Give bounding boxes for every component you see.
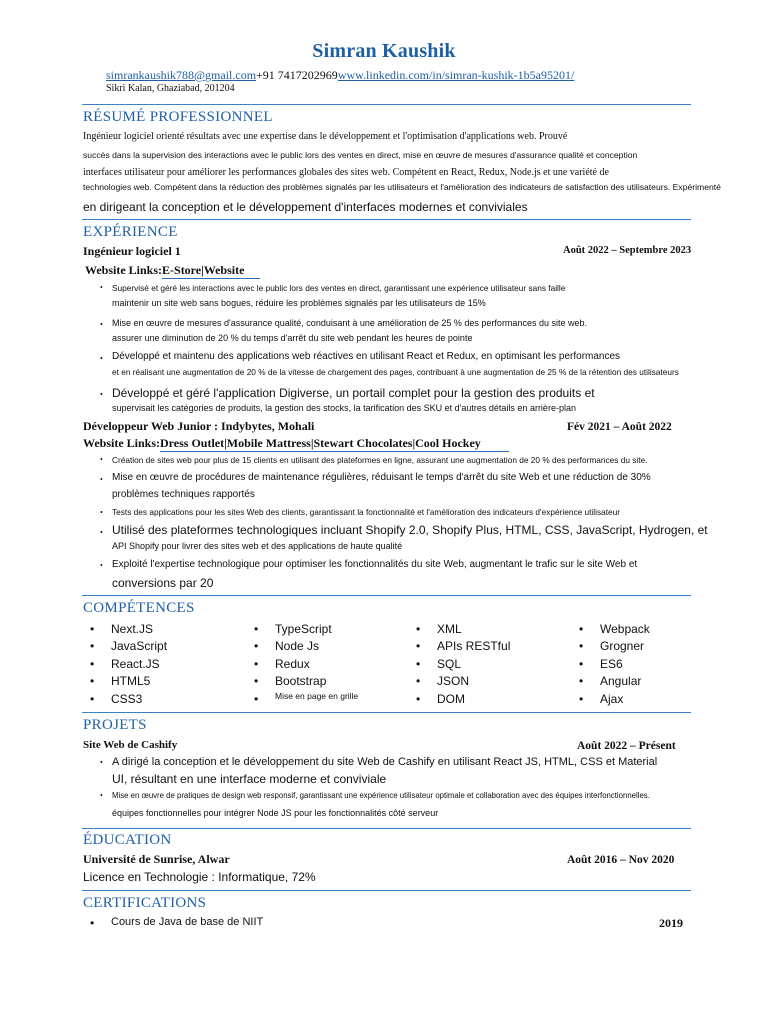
bullet-text: Tests des applications pour les sites Web des clients, garantissant la fonctionnalité et l'amélioration des indicateurs d'expérience utilisateur — [112, 507, 621, 517]
section-heading-certifications: CERTIFICATIONS — [83, 895, 207, 911]
school-name: Université de Sunrise, Alwar — [83, 852, 230, 866]
bullet-dot: • — [100, 283, 103, 292]
skill-item: TypeScript — [275, 622, 332, 636]
candidate-name: Simran Kaushik — [312, 40, 456, 62]
website-links-list[interactable]: E-Store|Website — [162, 263, 260, 279]
bullet-text: et en réalisant une augmentation de 20 % de la vitesse de chargement des pages, contribuant à une augmentation de 25 % de la rétention des utilisateurs — [112, 367, 679, 377]
education-date: Août 2016 – Nov 2020 — [567, 854, 675, 866]
skill-item: Ajax — [600, 692, 624, 706]
cert-bullet: • — [90, 916, 95, 930]
summary-line-1: Ingénieur logiciel orienté résultats avec une expertise dans le développement et l'optimisation d'applications web. Prouvé — [83, 131, 568, 142]
address: Sikri Kalan, Ghaziabad, 201204 — [106, 83, 235, 94]
skill-bullet: • — [579, 657, 584, 671]
skill-bullet: • — [416, 657, 421, 671]
skill-item: HTML5 — [111, 674, 151, 688]
summary-line-5: en dirigeant la conception et le développement d'interfaces modernes et conviviales — [83, 200, 528, 214]
bullet-text: UI, résultant en une interface moderne et conviviale — [112, 772, 387, 786]
bullet-text: Exploité l'expertise technologique pour optimiser les fonctionnalités du site Web, augmentant le trafic sur le site Web et — [112, 559, 638, 570]
job-date: Août 2022 – Septembre 2023 — [563, 245, 692, 256]
skill-item: APIs RESTful — [437, 639, 511, 653]
summary-line-3: interfaces utilisateur pour améliorer les performances globales des sites web. Compétent en React, Redux, Node.js et une variété de — [83, 167, 609, 178]
skill-item: Mise en page en grille — [275, 691, 359, 701]
bullet-text: Utilisé des plateformes technologiques incluant Shopify 2.0, Shopify Plus, HTML, CSS, JavaScript, Hydrogen, et — [112, 523, 708, 537]
skill-item: Redux — [275, 657, 310, 671]
skill-item: JSON — [437, 674, 470, 688]
bullet-text: Mise en œuvre de mesures d'assurance qualité, conduisant à une amélioration de 25 % des performances du site web. — [112, 318, 587, 328]
summary-divider — [82, 219, 691, 220]
experience-divider — [82, 595, 691, 596]
skill-item: DOM — [437, 692, 465, 706]
website-links-label: Website Links: — [85, 263, 163, 277]
skill-item: CSS3 — [111, 692, 143, 706]
skill-item: Bootstrap — [275, 674, 327, 688]
skill-bullet: • — [416, 674, 421, 688]
bullet-dot: • — [100, 561, 103, 570]
skill-item: XML — [437, 622, 462, 636]
section-heading-skills: COMPÉTENCES — [83, 600, 195, 616]
skill-bullet: • — [416, 692, 421, 706]
bullet-dot: • — [100, 354, 103, 363]
skill-bullet: • — [416, 622, 421, 636]
linkedin-link[interactable]: www.linkedin.com/in/simran-kushik-1b5a95201/ — [337, 68, 575, 82]
skill-item: JavaScript — [111, 639, 168, 653]
skill-bullet: • — [254, 622, 259, 636]
section-heading-summary: RÉSUMÉ PROFESSIONNEL — [83, 109, 273, 125]
bullet-text: conversions par 20 — [112, 576, 214, 590]
bullet-text: API Shopify pour livrer des sites web et des applications de haute qualité — [112, 541, 403, 551]
website-links-list[interactable]: Dress Outlet|Mobile Mattress|Stewart Chocolates|Cool Hockey — [160, 436, 509, 452]
skill-item: SQL — [437, 657, 462, 671]
section-heading-experience: EXPÉRIENCE — [83, 224, 178, 240]
summary-line-4: technologies web. Compétent dans la réduction des problèmes signalés par les utilisateurs et l'amélioration des indicateurs de satisfaction des utilisateurs. Expérimenté — [83, 182, 721, 192]
bullet-dot: • — [100, 475, 103, 484]
project-title: Site Web de Cashify — [83, 739, 178, 751]
skill-bullet: • — [579, 639, 584, 653]
skills-divider — [82, 712, 691, 713]
bullet-text: équipes fonctionnelles pour intégrer Node JS pour les fonctionnalités côté serveur — [112, 808, 439, 818]
skill-bullet: • — [254, 692, 259, 706]
bullet-text: supervisait les catégories de produits, la gestion des stocks, la tarification des SKU et d'autres détails en arrière-plan — [112, 403, 576, 413]
skill-bullet: • — [579, 674, 584, 688]
email-link[interactable]: simrankaushik788@gmail.com — [106, 68, 257, 82]
skill-bullet: • — [90, 657, 95, 671]
website-links — [83, 436, 509, 451]
skill-item: Webpack — [600, 622, 650, 636]
skill-bullet: • — [254, 657, 259, 671]
website-links-label: Website Links: — [83, 436, 161, 450]
skill-bullet: • — [90, 622, 95, 636]
bullet-text: Mise en œuvre de pratiques de design web responsif, garantissant une expérience utilisateur optimale et collaboration avec des équipes interfonctionnelles. — [112, 791, 650, 800]
header-divider — [82, 104, 691, 105]
skill-item: Angular — [600, 674, 642, 688]
certification-item: Cours de Java de base de NIIT — [111, 916, 264, 928]
bullet-text: Supervisé et géré les interactions avec le public lors des ventes en direct, garantissant une expérience utilisateur sans faille — [112, 283, 566, 293]
summary-line-2: succès dans la supervision des interactions avec le public lors des ventes en direct, mise en œuvre de mesures d'assurance qualité et conception — [83, 150, 638, 160]
bullet-dot: • — [100, 390, 103, 399]
skill-bullet: • — [254, 674, 259, 688]
job-title: Ingénieur logiciel 1 — [83, 244, 181, 258]
skill-bullet: • — [579, 622, 584, 636]
bullet-dot: • — [100, 455, 103, 464]
bullet-text: Développé et maintenu des applications web réactives en utilisant React et Redux, en optimisant les performances — [112, 351, 621, 362]
skill-bullet: • — [254, 639, 259, 653]
education-divider — [82, 890, 691, 891]
skill-item: React.JS — [111, 657, 160, 671]
projects-divider — [82, 828, 691, 829]
degree: Licence en Technologie : Informatique, 72% — [83, 870, 316, 884]
skill-bullet: • — [90, 692, 95, 706]
bullet-text: Développé et géré l'application Digiverse, un portail complet pour la gestion des produits et — [112, 386, 595, 400]
section-heading-education: ÉDUCATION — [83, 832, 172, 848]
contact-line — [106, 68, 574, 83]
bullet-text: assurer une diminution de 20 % du temps d'arrêt du site web pendant les heures de pointe — [112, 333, 473, 343]
skill-item: Grogner — [600, 639, 645, 653]
section-heading-projects: PROJETS — [83, 717, 147, 733]
job-date: Fév 2021 – Août 2022 — [567, 421, 672, 433]
bullet-text: A dirigé la conception et le développement du site Web de Cashify en utilisant React JS, HTML, CSS et Material — [112, 756, 658, 768]
bullet-text: maintenir un site web sans bogues, réduire les problèmes signalés par les utilisateurs de 15% — [112, 298, 486, 308]
bullet-text: Création de sites web pour plus de 15 clients en utilisant des plateformes en ligne, assurant une augmentation de 20 % des performances du site. — [112, 455, 648, 465]
skill-bullet: • — [90, 639, 95, 653]
job-title: Développeur Web Junior : Indybytes, Mohali — [83, 419, 315, 433]
bullet-dot: • — [100, 791, 103, 800]
phone-number: +91 7417202969 — [256, 68, 338, 82]
skill-item: ES6 — [600, 657, 623, 671]
skill-item: Next.JS — [111, 622, 154, 636]
project-date: Août 2022 – Présent — [577, 740, 676, 752]
bullet-dot: • — [100, 758, 103, 767]
skill-bullet: • — [90, 674, 95, 688]
bullet-text: problèmes techniques rapportés — [112, 489, 255, 500]
bullet-dot: • — [100, 508, 103, 517]
bullet-text: Mise en œuvre de procédures de maintenance régulières, réduisant le temps d'arrêt du site Web et une réduction de 30% — [112, 472, 651, 483]
skill-item: Node Js — [275, 639, 320, 653]
skill-bullet: • — [416, 639, 421, 653]
website-links — [85, 263, 260, 278]
skill-bullet: • — [579, 692, 584, 706]
certification-year: 2019 — [659, 916, 683, 930]
bullet-dot: • — [100, 320, 103, 329]
bullet-dot: • — [100, 528, 103, 537]
